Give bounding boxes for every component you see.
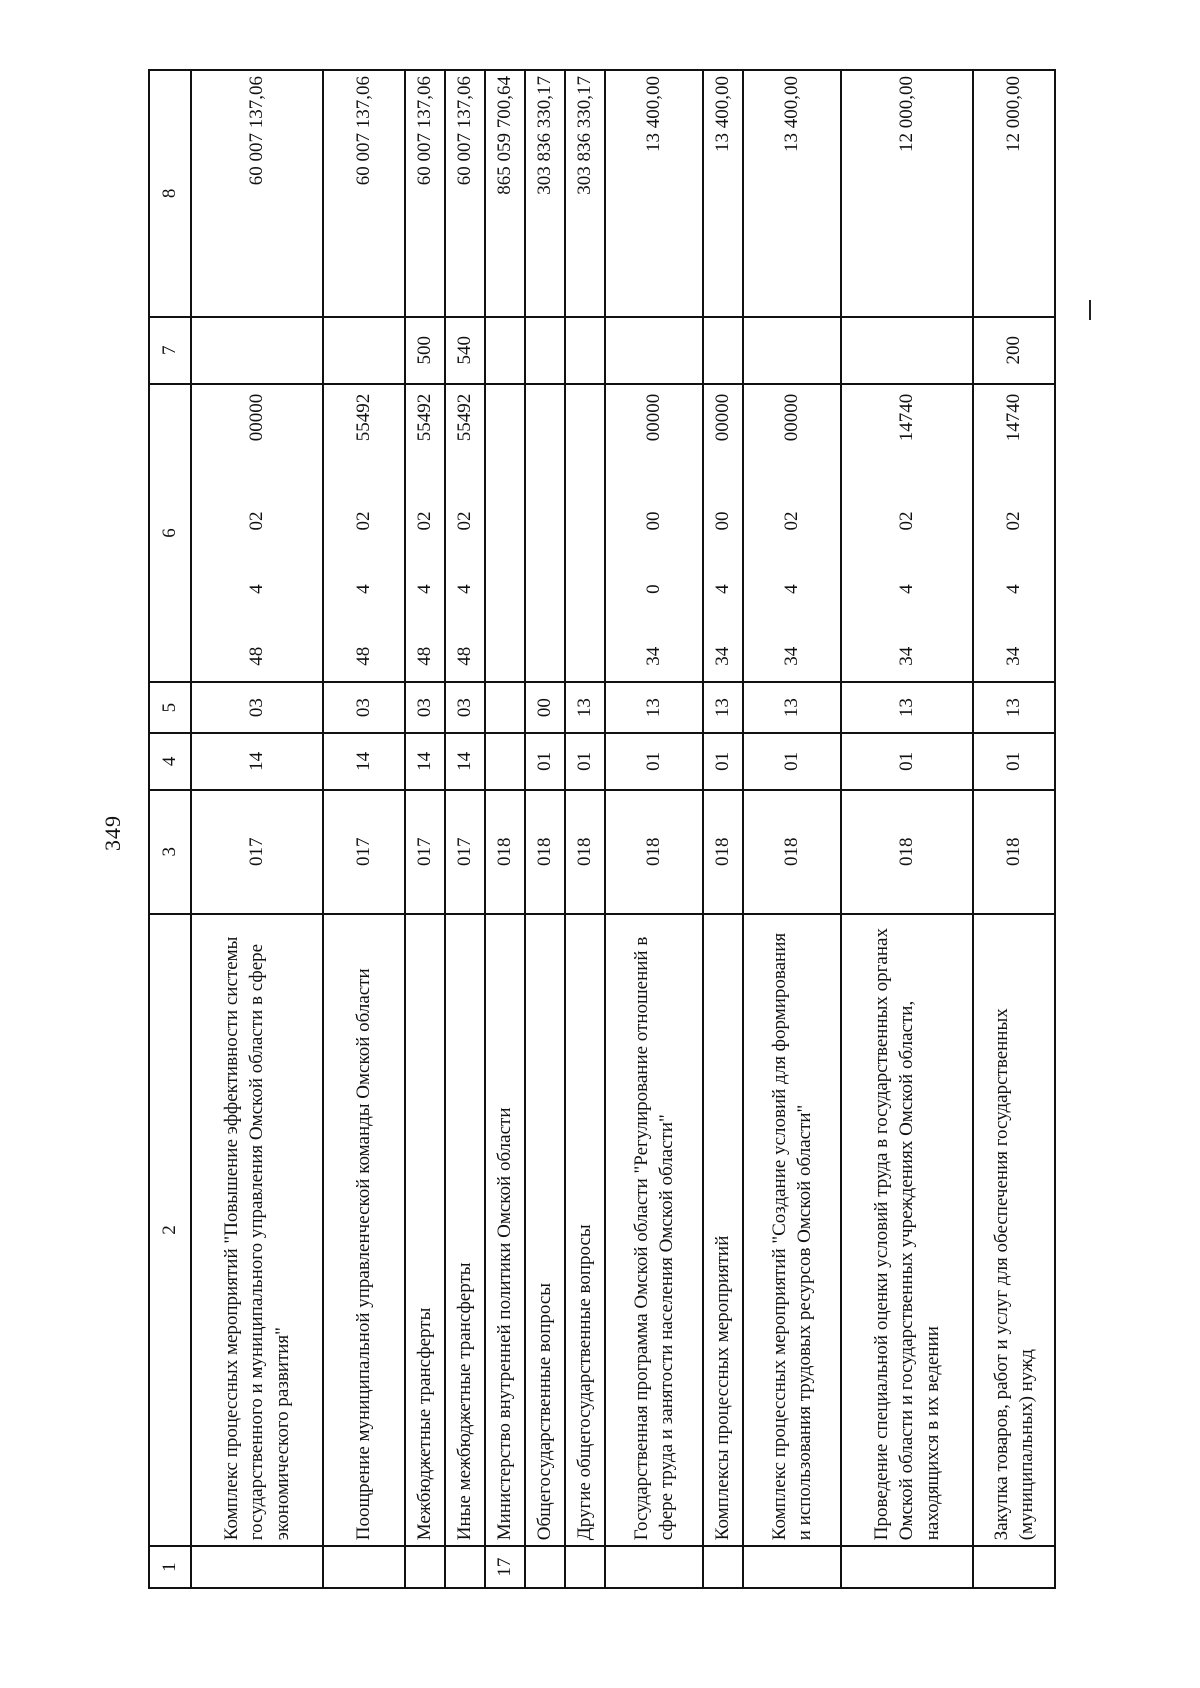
section-cell: 01 [525, 733, 565, 790]
subsection-cell: 00 [525, 682, 565, 733]
ministry-code-cell: 017 [445, 790, 485, 914]
program-code: 34 [896, 646, 918, 666]
row-number-cell [743, 1546, 841, 1588]
ministry-code-cell: 017 [191, 790, 323, 914]
ministry-code-cell: 018 [841, 790, 973, 914]
ministry-code-cell: 018 [703, 790, 743, 914]
program-code: 34 [1003, 646, 1025, 666]
section-cell: 14 [405, 733, 445, 790]
ministry-code-cell: 018 [605, 790, 703, 914]
subprogram-code: 02 [781, 511, 803, 531]
row-number-cell [841, 1546, 973, 1588]
target-article-cell [565, 384, 605, 683]
expense-type-cell [525, 317, 565, 384]
row-number-cell: 17 [485, 1546, 525, 1588]
ministry-code-cell: 017 [323, 790, 405, 914]
table-row [565, 70, 605, 1588]
name-cell: Поощрение муниципальной управленческой команды Омской области [323, 914, 405, 1547]
target-article-cell [743, 384, 841, 683]
subsection-cell: 03 [405, 682, 445, 733]
expense-type-cell [703, 317, 743, 384]
subsection-cell: 03 [323, 682, 405, 733]
row-number-cell [191, 1546, 323, 1588]
table-row [973, 70, 1055, 1588]
amount-cell: 303 836 330,17 [525, 70, 565, 317]
type-code: 4 [712, 584, 734, 594]
target-article-code [710, 390, 735, 677]
page-number: 349 [100, 815, 125, 851]
section-cell: 01 [605, 733, 703, 790]
amount-cell: 13 400,00 [605, 70, 703, 317]
rotated-table-container [148, 69, 1053, 1589]
program-code: 48 [454, 646, 476, 666]
target-article-cell [973, 384, 1055, 683]
expense-type-cell: 500 [405, 317, 445, 384]
type-code: 4 [353, 584, 375, 594]
name-cell: Комплекс процессных мероприятий "Повышение эффективности системы государственного и муниципального управления Омской области в сфере экономического развития" [191, 914, 323, 1547]
program-code: 48 [414, 646, 436, 666]
section-cell [485, 733, 525, 790]
target-article-cell [405, 384, 445, 683]
direction-code: 55492 [353, 393, 375, 442]
table-row [191, 70, 323, 1588]
program-code: 34 [781, 646, 803, 666]
amount-cell: 60 007 137,06 [445, 70, 485, 317]
name-cell: Межбюджетные трансферты [405, 914, 445, 1547]
budget-table [148, 69, 1056, 1589]
subprogram-code: 00 [643, 511, 665, 531]
section-cell: 01 [565, 733, 605, 790]
subprogram-code: 00 [712, 511, 734, 531]
ministry-code-cell: 018 [565, 790, 605, 914]
subprogram-code: 02 [414, 511, 436, 531]
type-code: 4 [896, 584, 918, 594]
column-number-3: 3 [149, 790, 191, 914]
name-cell: Закупка товаров, работ и услуг для обеспечения государственных (муниципальных) нужд [973, 914, 1055, 1547]
table-row [605, 70, 703, 1588]
column-number-2: 2 [149, 914, 191, 1547]
target-article-cell [841, 384, 973, 683]
name-cell: Министерство внутренней политики Омской области [485, 914, 525, 1547]
program-code: 34 [643, 646, 665, 666]
target-article-code [641, 390, 666, 677]
ministry-code-cell: 018 [525, 790, 565, 914]
amount-cell: 60 007 137,06 [191, 70, 323, 317]
target-article-code [351, 390, 376, 677]
direction-code: 55492 [454, 393, 476, 442]
amount-cell: 12 000,00 [973, 70, 1055, 317]
column-number-5: 5 [149, 682, 191, 733]
amount-cell: 865 059 700,64 [485, 70, 525, 317]
ministry-code-cell: 018 [743, 790, 841, 914]
column-number-6: 6 [149, 384, 191, 683]
target-article-code [894, 390, 919, 677]
row-number-cell [323, 1546, 405, 1588]
name-cell: Другие общегосударственные вопросы [565, 914, 605, 1547]
target-article-code [412, 390, 437, 677]
table-row [485, 70, 525, 1588]
direction-code: 00000 [643, 393, 665, 442]
target-article-cell [605, 384, 703, 683]
section-cell: 01 [743, 733, 841, 790]
amount-cell: 303 836 330,17 [565, 70, 605, 317]
row-number-cell [973, 1546, 1055, 1588]
table-row [703, 70, 743, 1588]
amount-cell: 60 007 137,06 [405, 70, 445, 317]
direction-code: 55492 [414, 393, 436, 442]
type-code: 0 [643, 584, 665, 594]
target-article-cell [525, 384, 565, 683]
direction-code: 14740 [896, 393, 918, 442]
name-cell: Комплексы процессных мероприятий [703, 914, 743, 1547]
subsection-cell: 13 [743, 682, 841, 733]
subprogram-code: 02 [353, 511, 375, 531]
expense-type-cell [841, 317, 973, 384]
program-code: 48 [353, 646, 375, 666]
row-number-cell [565, 1546, 605, 1588]
column-number-8: 8 [149, 70, 191, 317]
target-article-code [1001, 390, 1026, 677]
amount-cell: 12 000,00 [841, 70, 973, 317]
column-number-7: 7 [149, 317, 191, 384]
section-cell: 01 [973, 733, 1055, 790]
target-article-code [779, 390, 804, 677]
column-number-4: 4 [149, 733, 191, 790]
table-row [525, 70, 565, 1588]
target-article-code [244, 390, 269, 677]
column-number-1: 1 [149, 1546, 191, 1588]
table-row [405, 70, 445, 1588]
target-article-cell [191, 384, 323, 683]
type-code: 4 [1003, 584, 1025, 594]
table-row [445, 70, 485, 1588]
target-article-cell [703, 384, 743, 683]
program-code: 34 [712, 646, 734, 666]
amount-cell: 13 400,00 [703, 70, 743, 317]
table-body [191, 70, 1055, 1588]
row-number-cell [605, 1546, 703, 1588]
type-code: 4 [781, 584, 803, 594]
section-cell: 01 [703, 733, 743, 790]
name-cell: Общегосударственные вопросы [525, 914, 565, 1547]
ministry-code-cell: 018 [485, 790, 525, 914]
expense-type-cell [485, 317, 525, 384]
subsection-cell [485, 682, 525, 733]
target-article-code [452, 390, 477, 677]
name-cell: Комплекс процессных мероприятий "Создание условий для формирования и использования трудовых ресурсов Омской области" [743, 914, 841, 1547]
type-code: 4 [246, 584, 268, 594]
direction-code: 00000 [781, 393, 803, 442]
expense-type-cell [323, 317, 405, 384]
subsection-cell: 13 [841, 682, 973, 733]
expense-type-cell [605, 317, 703, 384]
name-cell: Государственная программа Омской области "Регулирование отношений в сфере труда и занятости населения Омской области" [605, 914, 703, 1547]
section-cell: 01 [841, 733, 973, 790]
subsection-cell: 03 [445, 682, 485, 733]
subprogram-code: 02 [1003, 511, 1025, 531]
ministry-code-cell: 018 [973, 790, 1055, 914]
row-number-cell [703, 1546, 743, 1588]
target-article-cell [323, 384, 405, 683]
direction-code: 00000 [246, 393, 268, 442]
subsection-cell: 13 [973, 682, 1055, 733]
section-cell: 14 [445, 733, 485, 790]
program-code: 48 [246, 646, 268, 666]
amount-cell: 60 007 137,06 [323, 70, 405, 317]
table-row [841, 70, 973, 1588]
table-header-row [149, 70, 191, 1588]
subsection-cell: 13 [605, 682, 703, 733]
subprogram-code: 02 [246, 511, 268, 531]
expense-type-cell: 540 [445, 317, 485, 384]
scan-mark [1089, 300, 1091, 320]
section-cell: 14 [191, 733, 323, 790]
expense-type-cell: 200 [973, 317, 1055, 384]
target-article-cell [445, 384, 485, 683]
direction-code: 14740 [1003, 393, 1025, 442]
expense-type-cell [565, 317, 605, 384]
target-article-cell [485, 384, 525, 683]
table-row [743, 70, 841, 1588]
subsection-cell: 13 [565, 682, 605, 733]
subsection-cell: 03 [191, 682, 323, 733]
subprogram-code: 02 [454, 511, 476, 531]
expense-type-cell [191, 317, 323, 384]
subprogram-code: 02 [896, 511, 918, 531]
subsection-cell: 13 [703, 682, 743, 733]
row-number-cell [405, 1546, 445, 1588]
type-code: 4 [414, 584, 436, 594]
row-number-cell [445, 1546, 485, 1588]
expense-type-cell [743, 317, 841, 384]
name-cell: Иные межбюджетные трансферты [445, 914, 485, 1547]
table-row [323, 70, 405, 1588]
row-number-cell [525, 1546, 565, 1588]
section-cell: 14 [323, 733, 405, 790]
ministry-code-cell: 017 [405, 790, 445, 914]
direction-code: 00000 [712, 393, 734, 442]
type-code: 4 [454, 584, 476, 594]
amount-cell: 13 400,00 [743, 70, 841, 317]
name-cell: Проведение специальной оценки условий труда в государственных органах Омской области и государственных учреждениях Омской области, находящихся в их ведении [841, 914, 973, 1547]
